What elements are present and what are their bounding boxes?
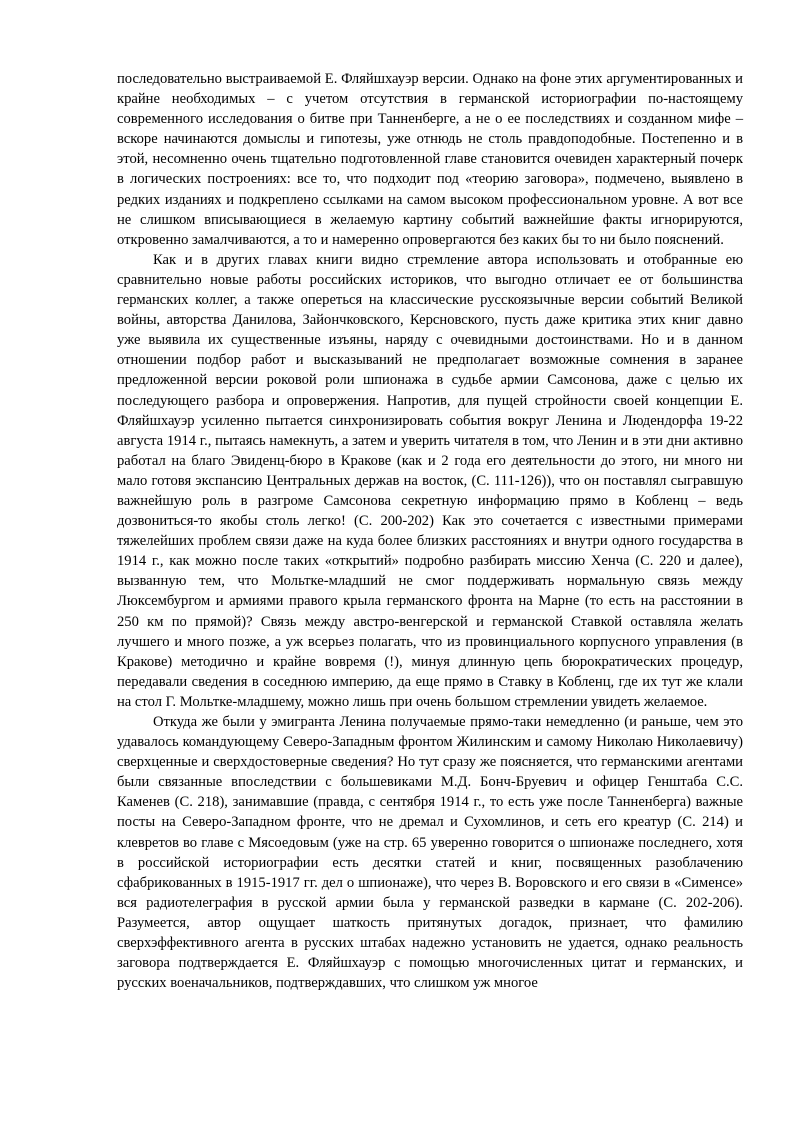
paragraph-3: Откуда же были у эмигранта Ленина получаемые прямо-таки немедленно (и раньше, чем это удавалось командующему Северо-Западным фронтом Жилинским и самому Николаю Николаевичу) сверхценные и сверхдостоверные сведения? Но тут сразу же поясняется, что германскими агентами были связанные впоследствии с большевиками М.Д. Бонч-Бруевич и офицер Генштаба С.С. Каменев (С. 218), занимавшие (правда, с сентября 1914 г., то есть уже после Танненберга) важные посты на Северо-Западном фронте, что не дремал и Сухомлинов, и сеть его креатур (С. 214) и клевретов во главе с Мясоедовым (уже на стр. 65 уверенно говорится о шпионаже последнего, хотя в российской историографии есть десятки статей и книг, посвященных разоблачению сфабрикованных в 1915-1917 гг. дел о шпионаже), что через В. Воровского и его связи в «Сименсе» вся радиотелеграфия в русской армии была у германской разведки в кармане (С. 202-206). Разумеется, автор ощущает шаткость притянутых догадок, признает, что фамилию сверхэффективного агента в русских штабах надежно установить не удается, однако реальность заговора подтверждается Е. Фляйшхауэр с помощью многочисленных цитат и германских, и русских военачальников, подтверждавших, что слишком уж многое xyxy=(117,714,743,992)
paragraph-2: Как и в других главах книги видно стремление автора использовать и отобранные ею сравнительно новые работы российских историков, что выгодно отличает ее от большинства германских коллег, а также опереться на классические русскоязычные версии событий Великой войны, авторства Данилова, Зайончковского, Керсновского, пусть даже критика этих книг давно уже выявила их существенные изъяны, наряду с очевидными достоинствами. Но и в данном отношении подбор работ и высказываний не предполагает возможные сомнения в заранее предложенной версии роковой роли шпионажа в судьбе армии Самсонова, даже с целью их последующего разбора и опровержения. Напротив, для пущей стройности своей концепции Е. Фляйшхауэр усиленно пытается синхронизировать события вокруг Ленина и Людендорфа 19-22 августа 1914 г., пытаясь намекнуть, а затем и уверить читателя в том, что Ленин и в эти дни активно работал на благо Эвиденц-бюро в Кракове (как и 2 года его деятельности до этого, ни много ни мало готовя экспансию Центральных держав на восток, (С. 111-126)), что он поставлял сыгравшую важнейшую роль в разгроме Самсонова секретную информацию прямо в Кобленц – ведь дозвониться-то якобы столь легко! (С. 200-202) Как это сочетается с известными примерами тяжелейших проблем связи даже на куда более близких расстояниях и внутри одного государства в 1914 г., как можно после таких «открытий» подробно разбирать миссию Хенча (С. 220 и далее), вызванную тем, что Мольтке-младший не смог поддерживать нормальную связь между Люксембургом и армиями правого крыла германского фронта на Марне (то есть на расстоянии в 250 км по прямой)? Связь между австро-венгерской и германской Ставкой оставляла желать лучшего и много позже, а уж всерьез полагать, что из провинциального корпусного управления (в Кракове) методично и крайне вовремя (!), минуя длинную цепь бюрократических процедур, передавали сведения в соседнюю империю, да еще прямо в Ставку в Кобленц, где их тут же клали на стол Г. Мольтке-младшему, можно лишь при очень большом стремлении увидеть желаемое. xyxy=(117,251,743,710)
paragraph-1: последовательно выстраиваемой Е. Фляйшхауэр версии. Однако на фоне этих аргументированных и крайне необходимых – с учетом отсутствия в германской историографии по-настоящему современного исследования о битве при Танненберге, а не о ее последствиях и созданном мифе – вскоре начинаются домыслы и гипотезы, уже отнюдь не столь правдоподобные. Постепенно и в этой, несомненно очень тщательно подготовленной главе становится очевиден характерный почерк в логических построениях: все то, что подходит под «теорию заговора», подмечено, выявлено в редких изданиях и подкреплено ссылками на самом высоком профессиональном уровне. А вот все не слишком вписывающиеся в желаемую картину событий важнейшие факты игнорируются, откровенно замалчиваются, а то и намеренно опровергаются без каких бы то ни было пояснений. xyxy=(117,71,743,248)
document-page xyxy=(117,69,743,993)
